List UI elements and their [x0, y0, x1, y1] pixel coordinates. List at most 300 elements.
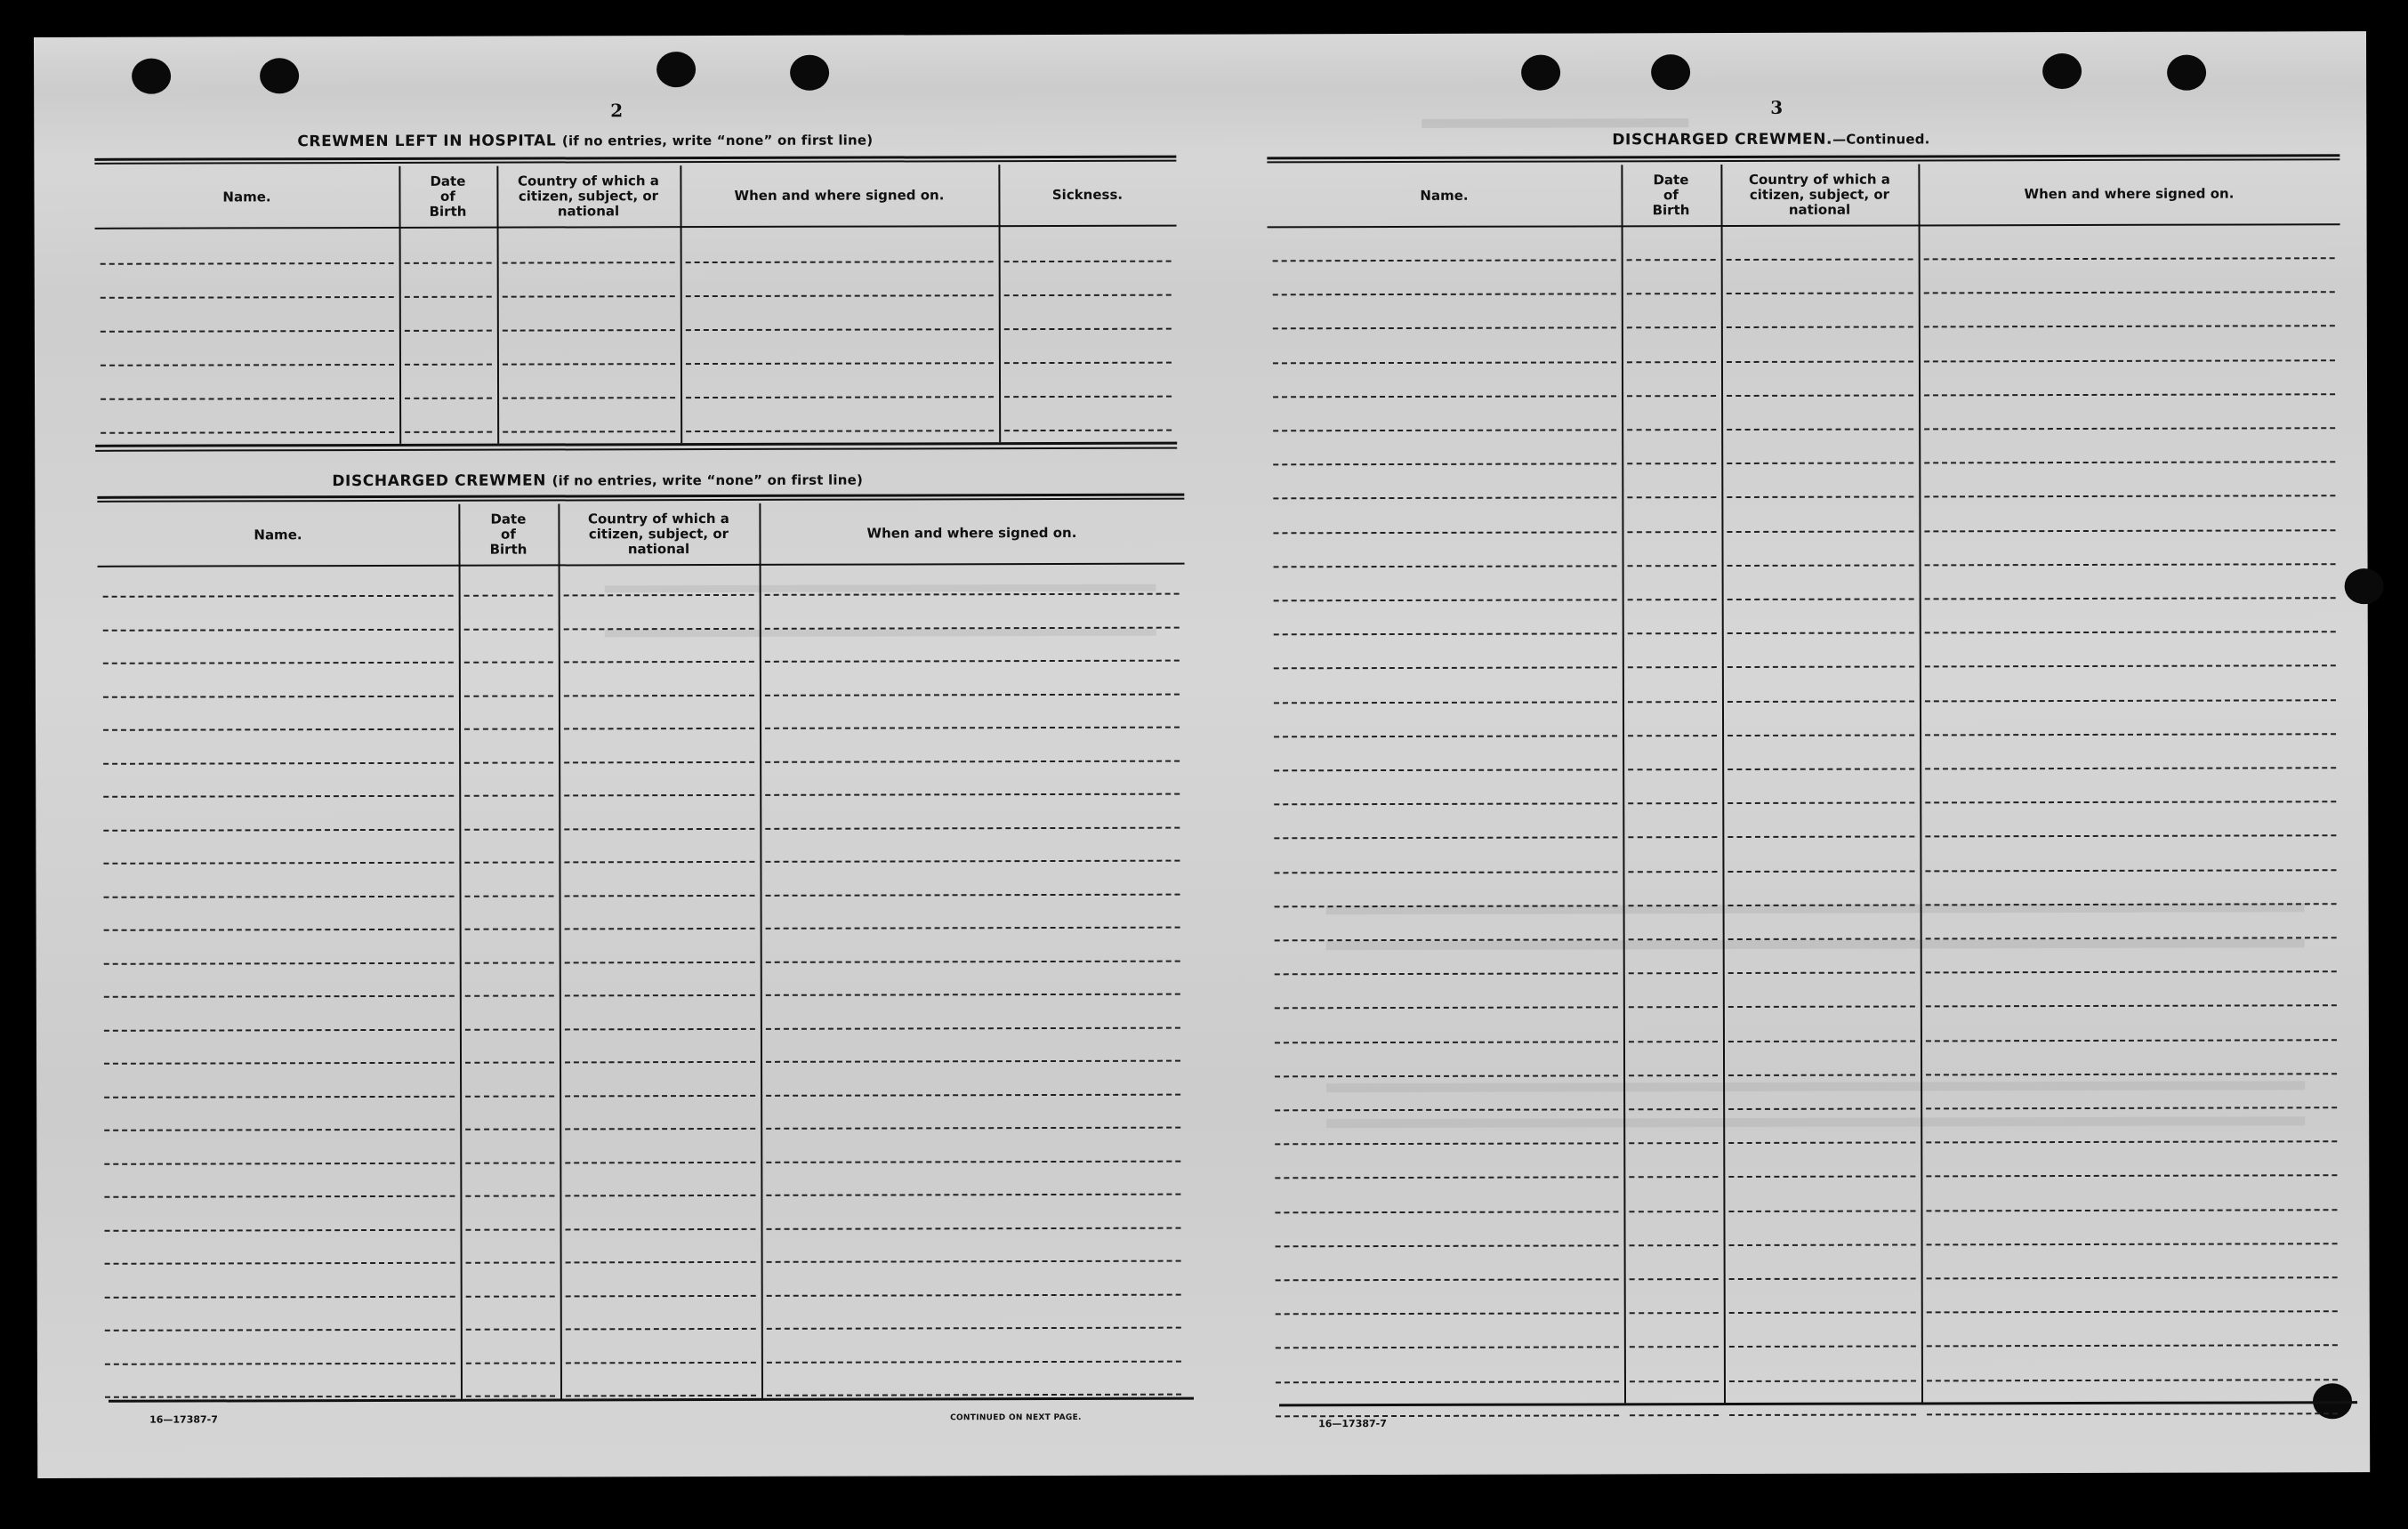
entry-line[interactable]: [766, 1194, 1180, 1196]
entry-line[interactable]: [1004, 261, 1172, 262]
entry-line[interactable]: [1273, 259, 1616, 262]
entry-line[interactable]: [564, 594, 754, 597]
entry-line[interactable]: [1273, 395, 1616, 398]
entry-line[interactable]: [1727, 258, 1913, 261]
punch-hole: [2167, 55, 2206, 91]
entry-line[interactable]: [565, 1061, 755, 1064]
entry-line[interactable]: [104, 895, 455, 897]
entry-line[interactable]: [1727, 734, 1914, 736]
entry-line[interactable]: [101, 431, 394, 434]
entry-line[interactable]: [1004, 430, 1172, 431]
entry-line[interactable]: [767, 1360, 1181, 1363]
entry-line[interactable]: [1274, 599, 1617, 601]
entry-line[interactable]: [1925, 563, 2336, 566]
entry-line[interactable]: [1627, 259, 1716, 261]
entry-line[interactable]: [1729, 1277, 1916, 1280]
entry-line[interactable]: [1927, 1276, 2338, 1279]
entry-line[interactable]: [1926, 1039, 2337, 1042]
table-bottom-rule: [95, 447, 1177, 452]
entry-line[interactable]: [765, 860, 1180, 863]
entry-line[interactable]: [1926, 1107, 2337, 1109]
entry-line[interactable]: [1629, 1006, 1718, 1008]
column-header: Country of which a citizen, subject, or national: [1748, 171, 1890, 218]
entry-line[interactable]: [1728, 1107, 1915, 1110]
entry-line[interactable]: [1926, 1209, 2337, 1211]
entry-line[interactable]: [565, 994, 755, 997]
page-number: 2: [610, 100, 624, 122]
entry-line[interactable]: [765, 693, 1180, 696]
entry-line[interactable]: [1727, 666, 1914, 669]
entry-line[interactable]: [1275, 1007, 1618, 1010]
entry-line[interactable]: [464, 861, 553, 863]
entry-line[interactable]: [565, 961, 755, 963]
entry-line[interactable]: [103, 761, 454, 764]
column-header: Sickness.: [1051, 186, 1123, 203]
page-number: 3: [1770, 96, 1784, 118]
entry-line[interactable]: [1927, 1345, 2338, 1348]
entry-line[interactable]: [105, 1262, 455, 1265]
entry-line[interactable]: [1275, 1211, 1618, 1213]
entry-line[interactable]: [767, 1260, 1181, 1263]
entry-line[interactable]: [103, 862, 454, 865]
entry-line[interactable]: [1629, 1074, 1718, 1076]
entry-line[interactable]: [765, 826, 1180, 829]
entry-line[interactable]: [1925, 835, 2336, 838]
entry-line[interactable]: [101, 398, 394, 400]
entry-line[interactable]: [464, 628, 553, 630]
entry-line[interactable]: [1627, 361, 1716, 363]
entry-line[interactable]: [1273, 294, 1616, 296]
entry-line[interactable]: [1275, 1108, 1618, 1111]
entry-line[interactable]: [405, 398, 492, 399]
bleed-through-mark: [1326, 1081, 2305, 1092]
entry-line[interactable]: [1274, 565, 1617, 567]
entry-line[interactable]: [765, 593, 1180, 596]
column-header: Name.: [222, 188, 271, 205]
entry-line[interactable]: [566, 1261, 756, 1264]
entry-line[interactable]: [686, 328, 994, 331]
entry-line[interactable]: [1925, 801, 2336, 803]
entry-line[interactable]: [103, 828, 454, 831]
entry-line[interactable]: [1630, 1278, 1719, 1280]
entry-line[interactable]: [1924, 495, 2335, 498]
entry-line[interactable]: [766, 1060, 1180, 1063]
entry-line[interactable]: [1927, 1243, 2338, 1245]
entry-line[interactable]: [766, 960, 1180, 962]
entry-line[interactable]: [101, 296, 394, 299]
entry-line[interactable]: [766, 1026, 1180, 1029]
entry-line[interactable]: [405, 431, 492, 433]
entry-line[interactable]: [1276, 1347, 1619, 1349]
bleed-through-mark: [605, 584, 1156, 593]
entry-line[interactable]: [1004, 396, 1172, 398]
form-code: 16—17387-7: [1318, 1418, 1387, 1430]
entry-line[interactable]: [1924, 427, 2335, 430]
entry-line[interactable]: [1627, 326, 1716, 328]
entry-line[interactable]: [564, 728, 754, 730]
entry-line[interactable]: [1630, 1312, 1719, 1314]
entry-line[interactable]: [766, 893, 1180, 896]
punch-hole: [2345, 568, 2384, 604]
entry-line[interactable]: [1629, 938, 1718, 940]
entry-line[interactable]: [103, 728, 454, 731]
entry-line[interactable]: [104, 962, 455, 964]
entry-line[interactable]: [1275, 1074, 1618, 1077]
entry-line[interactable]: [103, 662, 454, 664]
entry-line[interactable]: [101, 330, 394, 333]
entry-line[interactable]: [1727, 496, 1913, 499]
entry-line[interactable]: [465, 1162, 554, 1163]
entry-line[interactable]: [104, 929, 455, 931]
entry-line[interactable]: [1925, 631, 2336, 633]
entry-line[interactable]: [1925, 597, 2336, 600]
column-header: Name.: [254, 526, 302, 543]
entry-line[interactable]: [105, 1362, 455, 1364]
section-title-discharged-continued: [1612, 130, 1929, 149]
entry-line[interactable]: [1729, 1380, 1916, 1382]
entry-line[interactable]: [1727, 598, 1914, 600]
entry-line[interactable]: [767, 1227, 1181, 1229]
entry-line[interactable]: [1728, 1074, 1915, 1076]
entry-line[interactable]: [564, 827, 754, 830]
entry-line[interactable]: [1628, 565, 1717, 567]
entry-line[interactable]: [101, 364, 394, 366]
entry-line[interactable]: [1924, 461, 2335, 463]
form-code: 16—17387-7: [149, 1413, 218, 1426]
entry-line[interactable]: [1729, 1413, 1916, 1416]
entry-line[interactable]: [564, 694, 754, 696]
entry-line[interactable]: [1728, 1142, 1915, 1145]
continued-note: CONTINUED ON NEXT PAGE.: [950, 1412, 1082, 1423]
column-divider: [1918, 164, 1923, 1402]
entry-line[interactable]: [1627, 496, 1716, 498]
entry-line[interactable]: [1629, 1142, 1718, 1144]
entry-line[interactable]: [765, 793, 1180, 796]
entry-line[interactable]: [565, 894, 755, 897]
entry-line[interactable]: [1924, 359, 2335, 362]
entry-line[interactable]: [1727, 463, 1913, 465]
entry-line[interactable]: [1728, 1006, 1915, 1009]
hospital-table: [34, 31, 2366, 37]
entry-line[interactable]: [405, 364, 492, 366]
entry-line[interactable]: [1924, 529, 2335, 532]
entry-line[interactable]: [1727, 700, 1914, 703]
entry-line[interactable]: [686, 261, 994, 263]
entry-line[interactable]: [1629, 972, 1718, 974]
entry-line[interactable]: [1628, 871, 1717, 873]
entry-line[interactable]: [766, 1160, 1180, 1163]
entry-line[interactable]: [464, 728, 553, 729]
entry-line[interactable]: [1727, 870, 1914, 873]
entry-line[interactable]: [101, 262, 394, 265]
entry-line[interactable]: [767, 1327, 1181, 1330]
entry-line[interactable]: [1274, 735, 1617, 737]
entry-line[interactable]: [565, 1128, 755, 1131]
entry-line[interactable]: [1004, 328, 1172, 330]
column-divider: [1621, 165, 1626, 1403]
section-title-text: DISCHARGED CREWMEN: [332, 471, 547, 491]
entry-line[interactable]: [1630, 1380, 1719, 1382]
bleed-through-mark: [605, 629, 1156, 638]
entry-line[interactable]: [466, 1295, 555, 1297]
entry-line[interactable]: [1729, 1346, 1916, 1348]
entry-line[interactable]: [1276, 1313, 1619, 1316]
entry-line[interactable]: [766, 994, 1180, 996]
entry-line[interactable]: [465, 928, 554, 929]
entry-line[interactable]: [686, 396, 994, 398]
entry-line[interactable]: [1629, 905, 1718, 906]
entry-line[interactable]: [1630, 1414, 1719, 1416]
entry-line[interactable]: [1925, 767, 2336, 769]
entry-line[interactable]: [1727, 836, 1914, 839]
punch-hole: [656, 52, 696, 87]
entry-line[interactable]: [1276, 1380, 1619, 1383]
entry-line[interactable]: [1728, 1040, 1915, 1042]
entry-line[interactable]: [1927, 1379, 2338, 1381]
entry-line[interactable]: [465, 1028, 554, 1030]
entry-line[interactable]: [1727, 768, 1914, 770]
entry-line[interactable]: [466, 1362, 555, 1364]
entry-line[interactable]: [1727, 530, 1913, 533]
entry-line[interactable]: [1924, 326, 2335, 328]
entry-line[interactable]: [1273, 463, 1616, 466]
entry-line[interactable]: [464, 594, 553, 596]
column-divider: [458, 504, 463, 1399]
entry-line[interactable]: [565, 1195, 755, 1197]
entry-line[interactable]: [564, 661, 754, 664]
entry-line[interactable]: [767, 1394, 1181, 1396]
entry-line[interactable]: [1273, 429, 1616, 431]
entry-line[interactable]: [766, 1127, 1180, 1130]
entry-line[interactable]: [1926, 970, 2337, 973]
section-title-note: (if no entries, write “none” on first line): [552, 471, 864, 489]
entry-line[interactable]: [565, 928, 755, 930]
entry-line[interactable]: [464, 761, 553, 763]
entry-line[interactable]: [566, 1227, 756, 1230]
entry-line[interactable]: [1004, 362, 1172, 364]
entry-line[interactable]: [104, 1129, 455, 1131]
entry-line[interactable]: [1926, 1175, 2337, 1178]
entry-line[interactable]: [1628, 632, 1717, 634]
entry-line[interactable]: [566, 1395, 756, 1397]
entry-line[interactable]: [466, 1228, 555, 1230]
entry-line[interactable]: [1627, 463, 1716, 464]
column-header: When and where signed on.: [866, 524, 1077, 542]
entry-line[interactable]: [104, 995, 455, 998]
entry-line[interactable]: [1925, 733, 2336, 736]
entry-line[interactable]: [1729, 1243, 1916, 1246]
entry-line[interactable]: [566, 1328, 756, 1331]
entry-line[interactable]: [464, 794, 553, 796]
entry-line[interactable]: [1728, 1176, 1915, 1179]
entry-line[interactable]: [1628, 599, 1717, 600]
entry-line[interactable]: [564, 760, 754, 763]
entry-line[interactable]: [503, 363, 675, 366]
entry-line[interactable]: [1629, 1211, 1718, 1212]
entry-line[interactable]: [566, 1294, 756, 1297]
discharged-continued-table: [34, 31, 2366, 37]
section-title-text: CREWMEN LEFT IN HOSPITAL: [297, 132, 557, 151]
entry-line[interactable]: [105, 1295, 455, 1298]
entry-line[interactable]: [1276, 1278, 1619, 1281]
entry-line[interactable]: [1727, 293, 1913, 295]
column-header: Date of Birth: [429, 173, 467, 220]
entry-line[interactable]: [1925, 665, 2336, 668]
entry-line[interactable]: [1274, 633, 1617, 636]
entry-line[interactable]: [1926, 1073, 2337, 1075]
entry-line[interactable]: [465, 962, 554, 963]
entry-line[interactable]: [465, 1061, 554, 1063]
punch-hole: [790, 55, 829, 91]
entry-line[interactable]: [465, 1095, 554, 1097]
entry-line[interactable]: [1727, 326, 1913, 329]
table-bottom-rule: [1279, 1401, 2357, 1406]
column-divider: [558, 503, 562, 1398]
entry-line[interactable]: [1627, 429, 1716, 431]
entry-line[interactable]: [765, 660, 1180, 663]
entry-line[interactable]: [1274, 701, 1617, 704]
entry-line[interactable]: [503, 431, 675, 433]
entry-line[interactable]: [767, 1293, 1181, 1296]
entry-line[interactable]: [1628, 802, 1717, 804]
entry-line[interactable]: [1276, 1414, 1619, 1417]
entry-line[interactable]: [466, 1328, 555, 1330]
entry-line[interactable]: [686, 294, 994, 297]
entry-line[interactable]: [1727, 632, 1914, 635]
entry-line[interactable]: [1273, 531, 1616, 534]
column-header: Date of Birth: [489, 511, 528, 558]
entry-line[interactable]: [1924, 291, 2335, 294]
punch-hole: [2042, 53, 2082, 89]
column-header: Country of which a citizen, subject, or national: [587, 510, 729, 557]
entry-line[interactable]: [1628, 735, 1717, 736]
entry-line[interactable]: [465, 1195, 554, 1196]
entry-line[interactable]: [686, 430, 994, 432]
entry-line[interactable]: [766, 1093, 1180, 1096]
entry-line[interactable]: [503, 262, 675, 264]
entry-line[interactable]: [466, 1395, 555, 1396]
entry-line[interactable]: [1275, 1143, 1618, 1146]
entry-line[interactable]: [1728, 1210, 1915, 1212]
entry-line[interactable]: [1727, 802, 1914, 805]
entry-line[interactable]: [1274, 667, 1617, 670]
entry-line[interactable]: [1628, 836, 1717, 838]
entry-line[interactable]: [1276, 1244, 1619, 1247]
entry-line[interactable]: [1926, 1005, 2337, 1008]
entry-line[interactable]: [686, 362, 994, 365]
entry-line[interactable]: [103, 595, 454, 598]
entry-line[interactable]: [1927, 1412, 2338, 1415]
entry-line[interactable]: [1630, 1244, 1719, 1246]
entry-line[interactable]: [103, 695, 454, 697]
entry-line[interactable]: [503, 295, 675, 298]
entry-line[interactable]: [1925, 699, 2336, 702]
column-header: Country of which a citizen, subject, or national: [517, 172, 659, 219]
entry-line[interactable]: [105, 1228, 455, 1231]
entry-line[interactable]: [103, 795, 454, 798]
entry-line[interactable]: [464, 661, 553, 663]
entry-line[interactable]: [465, 895, 554, 897]
entry-line[interactable]: [1627, 531, 1716, 533]
entry-line[interactable]: [566, 1361, 756, 1364]
entry-line[interactable]: [1273, 327, 1616, 330]
entry-line[interactable]: [1727, 360, 1913, 363]
entry-line[interactable]: [1924, 257, 2335, 260]
entry-line[interactable]: [465, 1128, 554, 1130]
entry-line[interactable]: [1628, 769, 1717, 770]
entry-line[interactable]: [105, 1396, 455, 1398]
entry-line[interactable]: [464, 695, 553, 696]
entry-line[interactable]: [104, 1062, 455, 1065]
entry-line[interactable]: [1925, 869, 2336, 872]
entry-line[interactable]: [503, 397, 675, 399]
entry-line[interactable]: [464, 828, 553, 830]
entry-line[interactable]: [564, 794, 754, 797]
entry-line[interactable]: [1274, 837, 1617, 840]
entry-line[interactable]: [1273, 497, 1616, 500]
entry-line[interactable]: [1273, 361, 1616, 364]
entry-line[interactable]: [1629, 1108, 1718, 1110]
entry-line[interactable]: [405, 330, 492, 332]
entry-line[interactable]: [1275, 973, 1618, 976]
entry-line[interactable]: [1729, 1312, 1916, 1315]
entry-line[interactable]: [1004, 294, 1172, 296]
punch-hole: [132, 59, 171, 94]
entry-line[interactable]: [1727, 564, 1914, 567]
entry-line[interactable]: [104, 1195, 455, 1198]
entry-line[interactable]: [103, 628, 454, 631]
entry-line[interactable]: [104, 1162, 455, 1164]
entry-line[interactable]: [1628, 666, 1717, 668]
column-header: Name.: [1420, 187, 1469, 204]
entry-line[interactable]: [1728, 972, 1915, 975]
entry-line[interactable]: [104, 1095, 455, 1098]
entry-line[interactable]: [1727, 428, 1913, 431]
entry-line[interactable]: [1727, 394, 1913, 397]
entry-line[interactable]: [503, 329, 675, 332]
entry-line[interactable]: [1926, 1140, 2337, 1143]
entry-line[interactable]: [765, 727, 1180, 729]
entry-line[interactable]: [1924, 393, 2335, 396]
entry-line[interactable]: [564, 861, 754, 864]
table-top-rule: [1267, 158, 2340, 163]
entry-line[interactable]: [405, 262, 492, 264]
entry-line[interactable]: [765, 760, 1180, 762]
entry-line[interactable]: [1627, 293, 1716, 294]
entry-line[interactable]: [766, 927, 1180, 929]
entry-line[interactable]: [1275, 1041, 1618, 1043]
section-title-discharged: [332, 471, 863, 491]
entry-line[interactable]: [466, 1261, 555, 1263]
entry-line[interactable]: [565, 1094, 755, 1097]
entry-line[interactable]: [565, 1027, 755, 1030]
entry-line[interactable]: [1630, 1346, 1719, 1348]
entry-line[interactable]: [105, 1329, 455, 1332]
entry-line[interactable]: [1629, 1176, 1718, 1178]
entry-line[interactable]: [1927, 1310, 2338, 1313]
entry-line[interactable]: [1627, 395, 1716, 397]
entry-line[interactable]: [405, 296, 492, 298]
entry-line[interactable]: [565, 1161, 755, 1163]
entry-line[interactable]: [465, 994, 554, 996]
entry-line[interactable]: [1274, 769, 1617, 771]
entry-line[interactable]: [1628, 701, 1717, 703]
entry-line[interactable]: [1274, 803, 1617, 806]
entry-line[interactable]: [104, 1028, 455, 1031]
entry-line[interactable]: [1275, 1177, 1618, 1179]
entry-line[interactable]: [1629, 1041, 1718, 1042]
entry-line[interactable]: [1274, 871, 1617, 873]
